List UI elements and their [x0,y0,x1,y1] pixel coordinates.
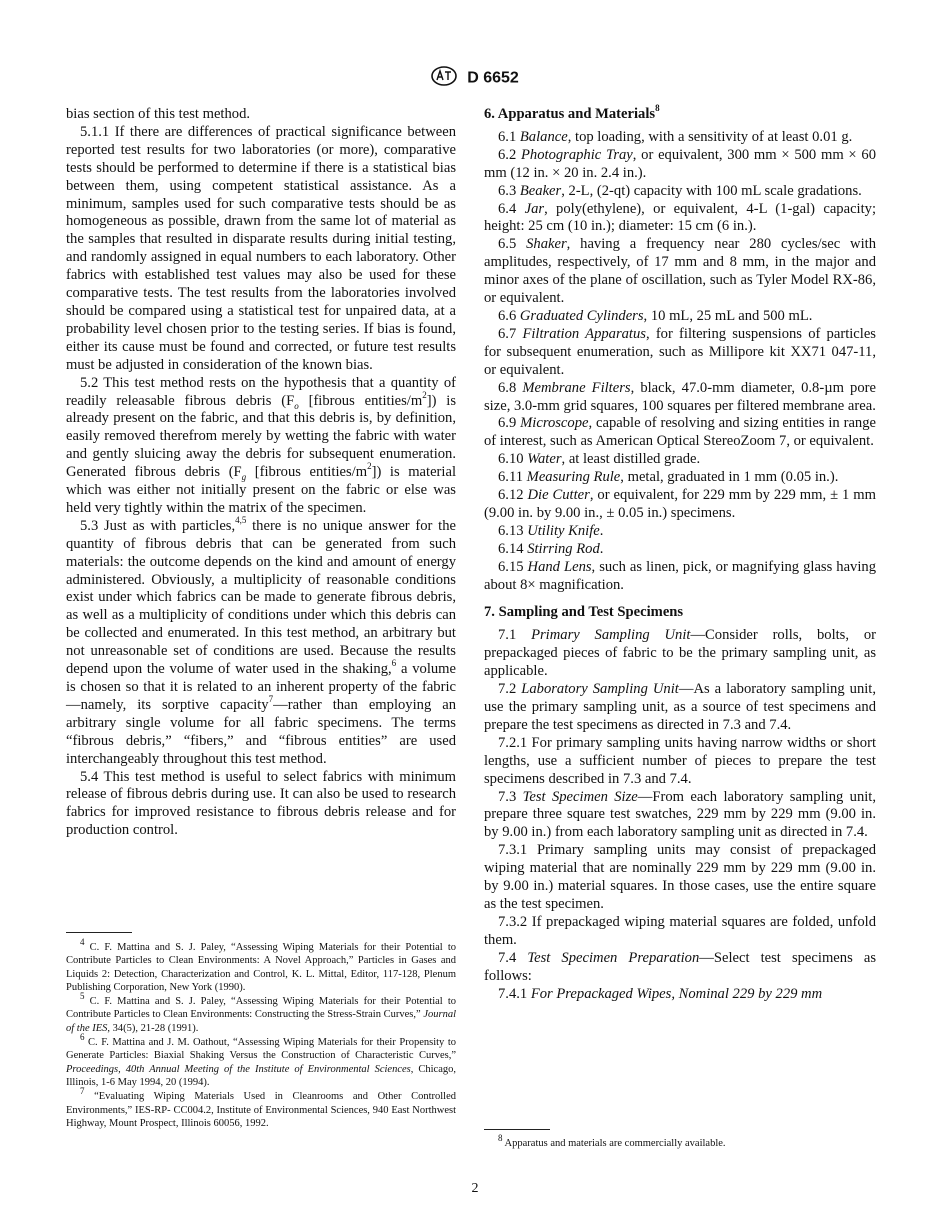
item-6-10: 6.10 Water, at least distilled grade. [498,451,701,468]
footnote-rule [66,932,132,933]
item-6-6: 6.6 Graduated Cylinders, 10 mL, 25 mL and 500 mL. [498,307,813,324]
footnote-7: $^7$ “Evaluating Wiping Materials Used in Cleanrooms and Other Controlled Environments,” IES-RP- CC004.2, Institute of Environmental Sciences, 940 East Northwest Highway, Mount Prospect, Illinois 60056, 1992. [66,1085,456,1129]
right-column [484,103,877,1003]
footnotes-right [484,1129,876,1151]
item-6-5: 6.5 Shaker, having a frequency near 280 cycles/sec with amplitudes, respectively, of 17 mm and 8 mm, in the major and minor axes of the plane of oscillation, such as Tyler Model RX-86, or equivalent. [484,236,876,307]
footnote-4: $^4$ C. F. Mattina and S. J. Paley, “Assessing Wiping Materials for their Potential to Contribute Particles to Clean Environments: A Novel Approach,” Particles in Gases and Liquids 2: Detection, Characterization and Control, K. L. Mittal, Editor, 117-128, Plenum Publishing Corporation, New York (1990). [66,936,456,993]
item-6-3: 6.3 Beaker, 2-L, (2-qt) capacity with 100 mL scale gradations. [498,182,862,199]
paragraph-5-2: 5.2 This test method rests on the hypothesis that a quantity of readily releasable fibrous debris ($F_o$ [fibrous entities/$m^2$]) is already present on the fabric, and that this debris is, by definition, easily removed therefrom merely by wetting the fabric with water and gently sluicing away the debris for subsequent enumeration. Generated fibrous debris ($F_g$ [fibrous entities/$m^2$]) is material which was either not initially present on the fabric or else was held very tightly within the matrix of the specimen. [66,374,457,516]
paragraph-5-3: 5.3 Just as with particles,$^{4,5}$ there is no unique answer for the quantity of fibrous debris that can be generated from such materials: the outcome depends on the kind and amount of energy administered. Obviously, a multiplicity of reasonable conditions exist under which fabrics can be made to generate fibrous debris, as well as a multiplicity of conditions under which this debris can be collected and enumerated. In this test method, an arbitrary but not unreasonable set of conditions are used. Because the results depend upon the volume of water used in the shaking,$^6$ a volume is chosen so that it is related to an inherent property of the fabric—namely, its sorptive capacity$^7$—rather than employing an arbitrary single volume for all fabric specimens. The terms “fibrous debris,” “fibers,” and “fibrous entities” are used interchangeably throughout this test method. [66,514,457,767]
item-6-15: 6.15 Hand Lens, such as linen, pick, or magnifying glass having about 8× magnification. [484,558,877,593]
item-7-1: 7.1 Primary Sampling Unit—Consider rolls, bolts, or prepackaged pieces of fabric to be the primary sampling unit, as applicable. [484,627,876,680]
footnote-8: $^8$ Apparatus and materials are commercially available. [498,1132,726,1149]
paragraph-5-1-1: 5.1.1 If there are differences of practical significance between reported test results for two laboratories (or more), comparative tests should be performed to determine if there is a statistical bias between them, using competent statistical assistance. As a minimum, samples used for such comparative tests should be as homogeneous as possible, drawn from the same lot of material as the samples that resulted in disparate results during initial testing, and randomly assigned in equal numbers to each laboratory. Other fabrics with established test values may also be used for these comparative tests. The test results from the laboratories involved should be compared using a statistical test for unpaired data, at a probability level chosen prior to the testing series. If bias is found, either its cause must be found and corrected, or future test results must be adjusted in consideration of the known bias. [66,123,456,373]
item-6-1: 6.1 Balance, top loading, with a sensitivity of at least 0.01 g. [498,128,853,145]
footnotes-left [66,932,456,1131]
astm-logo-icon [431,66,457,91]
footnote-5: $^5$ C. F. Mattina and S. J. Paley, “Assessing Wiping Materials for their Potential to Contribute Particles to Clean Environments: Constructing the Stress-Strain Curves,” Journal of the IES, 34(5), 21-28 (1991). [66,990,456,1034]
item-6-9: 6.9 Microscope, capable of resolving and sizing entities in range of interest, such as American Optical StereoZoom 7, or equivalent. [484,415,876,450]
item-6-14: 6.14 Stirring Rod. [498,540,604,557]
paragraph: bias section of this test method. [66,106,251,122]
item-7-3-2: 7.3.2 If prepackaged wiping material squares are folded, unfold them. [484,913,877,948]
section-6-heading: 6. Apparatus and Materials$^8$ [484,103,660,122]
section-7-heading: 7. Sampling and Test Specimens [484,604,684,621]
item-6-13: 6.13 Utility Knife. [498,522,604,539]
item-6-11: 6.11 Measuring Rule, metal, graduated in 1 mm (0.05 in.). [498,469,839,486]
item-7-4-1: 7.4.1 For Prepackaged Wipes, Nominal 229 by 229 mm [498,985,823,1002]
item-7-2-1: 7.2.1 For primary sampling units having narrow widths or short lengths, use a sufficient number of pieces to prepare the test specimens described in 7.3 and 7.4. [484,734,876,787]
item-6-7: 6.7 Filtration Apparatus, for filtering suspensions of particles for subsequent enumeration, such as Millipore kit XX71 047-11, or equivalent. [484,325,876,378]
footnote-rule [484,1129,550,1130]
item-7-2: 7.2 Laboratory Sampling Unit—As a laboratory sampling unit, use the primary sampling unit, as a source of test specimens and prepare the test specimens as directed in 7.3 and 7.4. [484,681,876,733]
footnote-6: $^6$ C. F. Mattina and J. M. Oathout, “Assessing Wiping Materials for their Propensity to Generate Particles: Biaxial Shaking Versus the Construction of Characteristic Curves,” Proceedings, 40th Annual Meeting of the Institute of Environmental Sciences, Chicago, Illinois, 1-6 May 1994, 20 (1994). [66,1031,456,1088]
left-column [66,106,456,840]
item-6-4: 6.4 Jar, poly(ethylene), or equivalent, 4-L (1-gal) capacity; height: 25 cm (10 in.); diameter: 15 cm (6 in.). [484,200,877,235]
item-6-8: 6.8 Membrane Filters, black, 47.0-mm diameter, 0.8-µm pore size, 3.0-mm grid squares, 100 squares per filtered membrane area. [484,379,876,414]
item-6-12: 6.12 Die Cutter, or equivalent, for 229 mm by 229 mm, ± 1 mm (9.00 in. by 9.00 in., ± 0.05 in.) specimens. [484,487,876,521]
section-7-items [484,627,876,1003]
item-7-3: 7.3 Test Specimen Size—From each laboratory sampling unit, prepare three square test swatches, 229 mm by 229 mm (9.00 in. by 9.00 in.) from each laboratory sampling unit as directed in 7.4. [484,788,877,841]
paragraph-5-4: 5.4 This test method is useful to select fabrics with minimum release of fibrous debris during use. It can also be used to research fabrics for improved resistance to fibrous debris release and for production control. [66,768,456,839]
standard-designation: D 6652 [467,69,519,87]
item-7-4: 7.4 Test Specimen Preparation—Select test specimens as follows: [484,949,876,984]
item-6-2: 6.2 Photographic Tray, or equivalent, 300 mm × 500 mm × 60 mm (12 in. × 20 in. 2.4 in.). [484,146,877,181]
section-6-items [484,129,876,595]
page-number: 2 [471,1181,479,1196]
item-7-3-1: 7.3.1 Primary sampling units may consist of prepackaged wiping material that are nominally 229 mm by 229 mm (9.00 in. by 9.00 in.) material squares. In those cases, use the entire square as the test specimen. [484,842,876,912]
page-header [0,66,950,91]
